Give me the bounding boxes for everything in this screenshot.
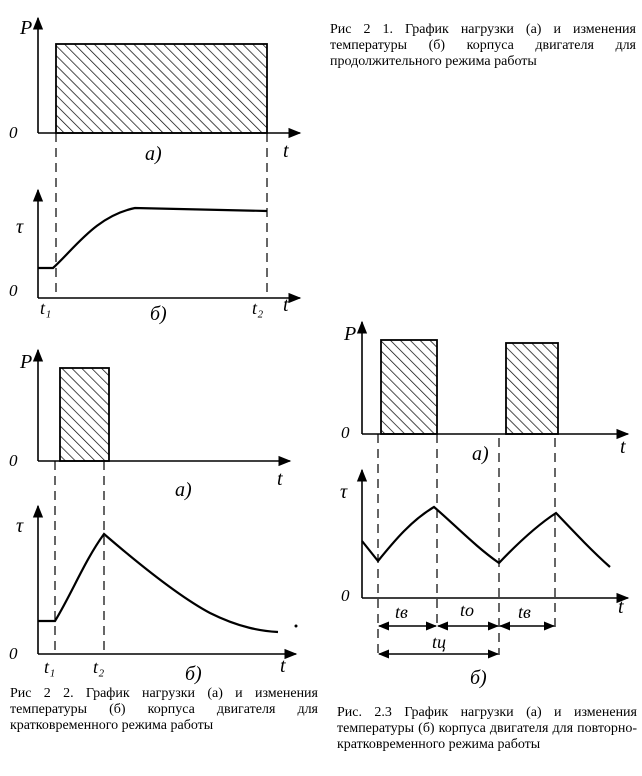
- fig1-temp-t-label: t: [283, 294, 289, 316]
- fig3-to-label: tо: [460, 600, 475, 620]
- fig2-load-zero: 0: [9, 451, 18, 470]
- fig3-subplot-a-label: а): [472, 443, 489, 465]
- fig1-load-plot: [9, 17, 300, 165]
- fig3-load-bar-1: [381, 340, 437, 434]
- fig3-load-bar-2: [506, 343, 558, 434]
- fig3-temp-t-label: t: [618, 596, 624, 618]
- fig3-tv-label-2: tв: [518, 602, 531, 622]
- fig2-subplot-b-label: б): [185, 663, 202, 685]
- figure-2-1: [9, 17, 300, 325]
- fig3-load-plot: [341, 322, 628, 465]
- fig1-load-zero: 0: [9, 123, 18, 142]
- fig1-load-t-label: t: [283, 140, 289, 162]
- fig1-temperature-plot: [9, 190, 300, 325]
- fig2-load-bar: [60, 368, 109, 461]
- caption-figure-2-3: Рис. 2.3 График нагрузки (а) и изменения температуры (б) корпуса двигателя для повторно-кратковременного режима работы: [337, 705, 637, 752]
- fig3-tv-label-1: tв: [395, 602, 408, 622]
- fig2-subplot-a-label: а): [175, 479, 192, 501]
- fig3-tau-label: τ: [340, 481, 348, 503]
- fig2-t2-label: t₂: [93, 657, 105, 677]
- fig2-load-t-label: t: [277, 468, 283, 490]
- fig1-subplot-a-label: а): [145, 143, 162, 165]
- fig2-temperature-curve: [38, 534, 278, 632]
- fig1-load-bar: [56, 44, 267, 133]
- caption-figure-2-1: Рис 2 1. График нагрузки (а) и изменения температуры (б) корпуса двигателя для продолжительного режима работы: [330, 22, 636, 69]
- fig3-tc-label: tц: [432, 632, 447, 652]
- fig3-temperature-plot: [340, 470, 628, 689]
- fig2-t1-label: t₁: [44, 657, 56, 677]
- fig3-temp-zero: 0: [341, 586, 350, 605]
- caption-figure-2-2: Рис 2 2. График нагрузки (а) и изменения температуры (б) корпуса двигателя для кратковременного режима работы: [10, 686, 318, 733]
- fig2-p-label: P: [20, 351, 33, 373]
- fig3-p-label: P: [344, 323, 357, 345]
- fig3-subplot-b-label: б): [470, 667, 487, 689]
- fig1-temperature-curve: [38, 208, 267, 268]
- fig1-t1-label: t₁: [40, 298, 52, 318]
- fig2-temp-zero: 0: [9, 644, 18, 663]
- fig2-tau-label: τ: [16, 515, 24, 537]
- figure-2-2: [9, 350, 298, 685]
- fig2-temperature-plot: [9, 506, 298, 685]
- fig1-t2-label: t₂: [252, 298, 264, 318]
- fig2-speck: [295, 625, 298, 628]
- fig3-temperature-curve: [362, 507, 610, 567]
- fig1-p-label: P: [20, 17, 33, 39]
- fig3-load-zero: 0: [341, 423, 350, 442]
- figure-2-3: [340, 322, 628, 689]
- fig3-load-t-label: t: [620, 436, 626, 458]
- fig1-tau-label: τ: [16, 216, 24, 238]
- fig1-temp-zero: 0: [9, 281, 18, 300]
- fig2-temp-t-label: t: [280, 655, 286, 677]
- fig2-load-plot: [9, 350, 290, 501]
- fig1-subplot-b-label: б): [150, 303, 167, 325]
